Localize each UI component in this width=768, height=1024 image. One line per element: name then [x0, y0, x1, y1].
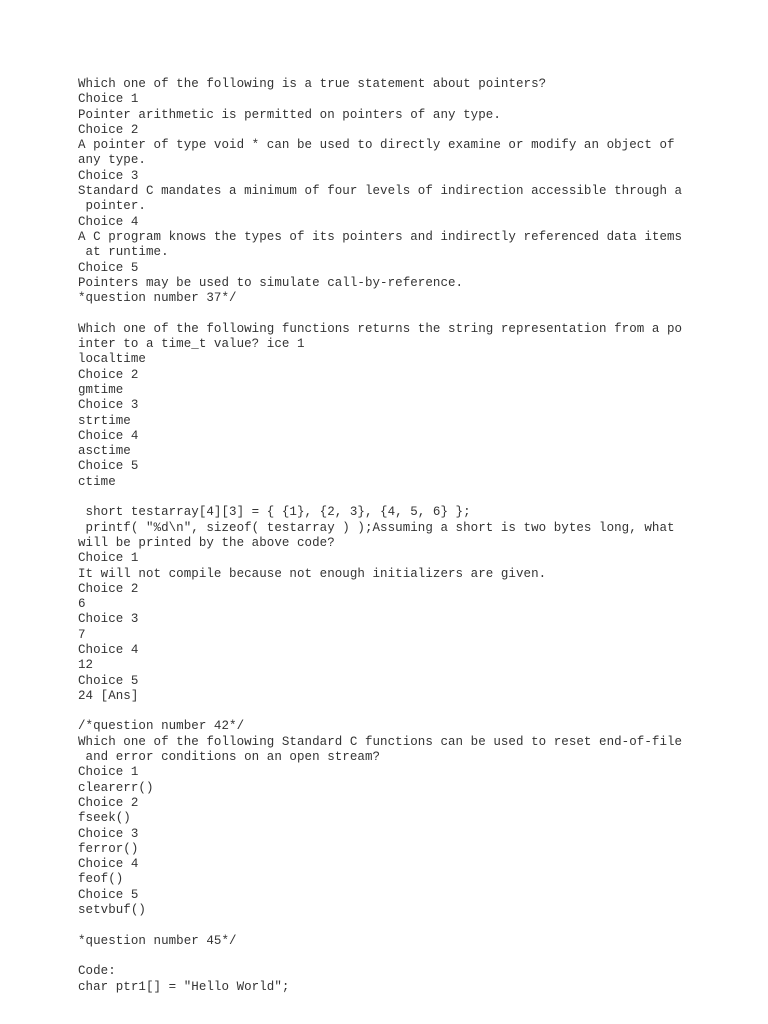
choice-text: Pointers may be used to simulate call-by-reference.: [78, 275, 464, 290]
question-marker: /*question number 42*/: [78, 719, 245, 734]
choice-label: Choice 4: [78, 214, 139, 229]
choice-label: Choice 2: [78, 122, 139, 137]
choice-text: 24 [Ans]: [78, 688, 139, 703]
choice-text: at runtime.: [78, 245, 169, 260]
choice-text: pointer.: [78, 199, 146, 214]
choice-label: Choice 3: [78, 168, 139, 183]
question-marker: *question number 45*/: [78, 933, 237, 948]
choice-text: ferror(): [78, 841, 139, 856]
choice-label: Choice 1: [78, 551, 139, 566]
choice-label: Choice 3: [78, 398, 139, 413]
choice-text: feof(): [78, 872, 124, 887]
choice-text: 6: [78, 597, 86, 612]
blank-line: [78, 490, 738, 505]
choice-label: Choice 3: [78, 612, 139, 627]
question-prompt: Which one of the following Standard C functions can be used to reset end-of-file: [78, 734, 683, 749]
choice-text: clearerr(): [78, 780, 154, 795]
document-body: [78, 77, 738, 995]
choice-text: 7: [78, 627, 86, 642]
choice-text: Pointer arithmetic is permitted on pointers of any type.: [78, 107, 501, 122]
choice-label: Choice 5: [78, 673, 139, 688]
choice-label: Choice 5: [78, 459, 139, 474]
choice-text: localtime: [78, 352, 146, 367]
code-label: Code:: [78, 964, 116, 979]
choice-label: Choice 4: [78, 857, 139, 872]
choice-text: It will not compile because not enough initializers are given.: [78, 566, 547, 581]
choice-text: Standard C mandates a minimum of four levels of indirection accessible through a: [78, 184, 683, 199]
question-prompt: Which one of the following is a true statement about pointers?: [78, 77, 547, 91]
choice-text: any type.: [78, 153, 146, 168]
choice-text: asctime: [78, 444, 131, 459]
choice-text: 12: [78, 658, 94, 673]
question-prompt: Which one of the following functions returns the string representation from a po: [78, 321, 683, 336]
choice-text: strtime: [78, 413, 131, 428]
choice-text: setvbuf(): [78, 903, 146, 918]
blank-line: [78, 918, 738, 933]
question-marker: *question number 37*/: [78, 291, 237, 306]
choice-text: fseek(): [78, 811, 131, 826]
choice-text: A pointer of type void * can be used to directly examine or modify an object of: [78, 138, 675, 153]
blank-line: [78, 704, 738, 719]
choice-label: Choice 1: [78, 765, 139, 780]
choice-label: Choice 5: [78, 887, 139, 902]
choice-label: Choice 1: [78, 92, 139, 107]
choice-label: Choice 2: [78, 367, 139, 382]
choice-label: Choice 2: [78, 795, 139, 810]
choice-label: Choice 4: [78, 428, 139, 443]
choice-text: A C program knows the types of its pointers and indirectly referenced data items: [78, 229, 683, 244]
choice-label: Choice 3: [78, 826, 139, 841]
code-line: char ptr1[] = "Hello World";: [78, 979, 290, 994]
question-prompt: will be printed by the above code?: [78, 535, 335, 550]
choice-text: ctime: [78, 474, 116, 489]
choice-label: Choice 5: [78, 260, 139, 275]
choice-text: gmtime: [78, 382, 124, 397]
question-prompt: inter to a time_t value? ice 1: [78, 337, 305, 352]
blank-line: [78, 306, 738, 321]
code-line: printf( "%d\n", sizeof( testarray ) );Assuming a short is two bytes long, what: [78, 520, 675, 535]
code-line: short testarray[4][3] = { {1}, {2, 3}, {4, 5, 6} };: [78, 505, 471, 520]
question-prompt: and error conditions on an open stream?: [78, 750, 381, 765]
choice-label: Choice 2: [78, 581, 139, 596]
blank-line: [78, 949, 738, 964]
choice-label: Choice 4: [78, 642, 139, 657]
